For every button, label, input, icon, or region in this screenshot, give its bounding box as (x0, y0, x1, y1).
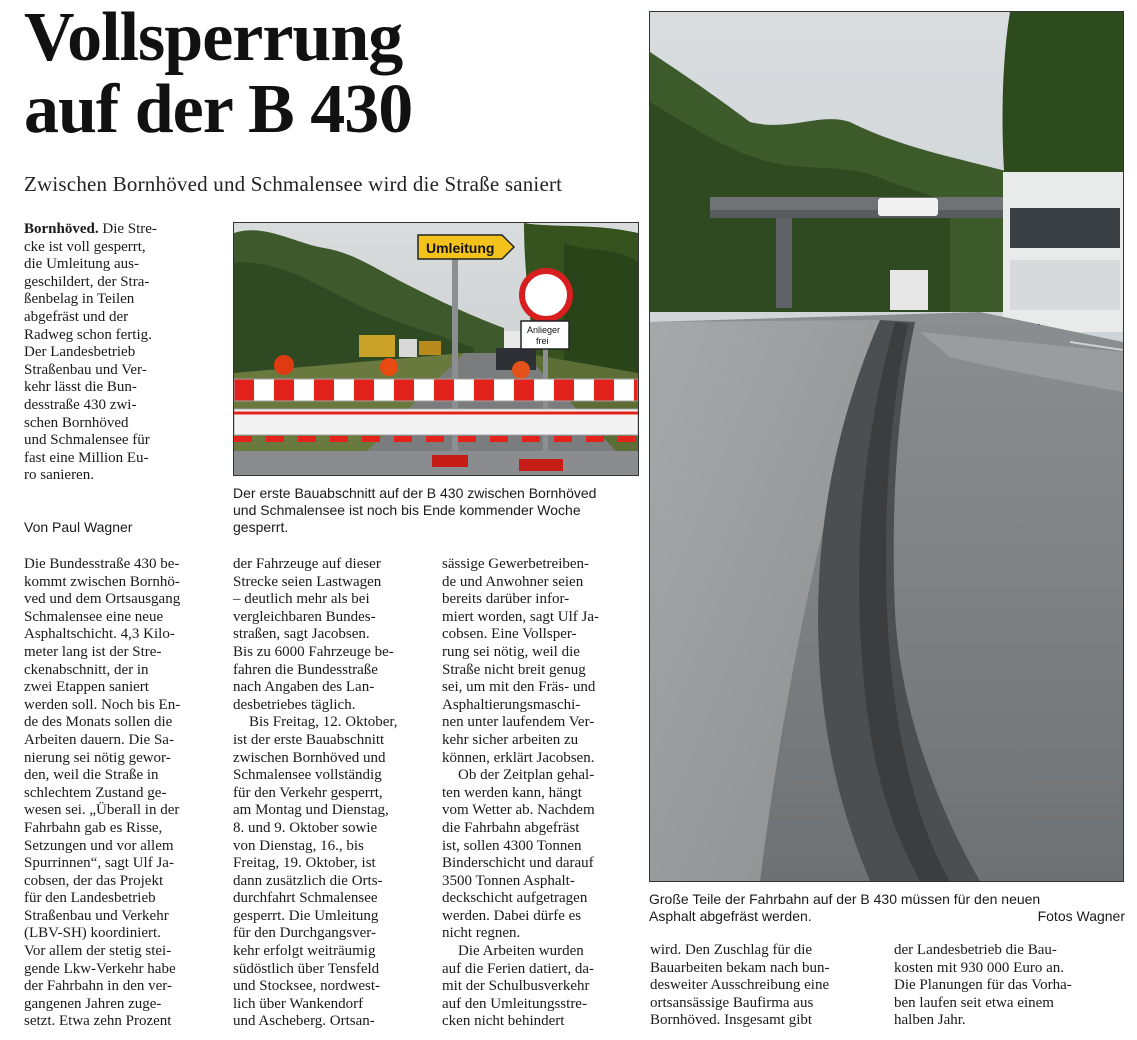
headline-line-1: Vollsperrung (24, 0, 403, 76)
body-line: wird. Den Zuschlag für die (650, 942, 813, 958)
body-line: von Dienstag, 16., bis (233, 837, 364, 854)
body-line: ist der erste Bauabschnitt (233, 731, 385, 748)
body-line: ten werden kann, hängt (442, 784, 582, 801)
body-line: durchfahrt Schmalensee (233, 890, 378, 907)
body-line: cobsen. Eine Vollsper- (442, 626, 577, 643)
body-line: zwei Etappen saniert (24, 679, 149, 696)
body-line: rung sei nötig, weil die (442, 643, 580, 660)
byline: Von Paul Wagner (24, 519, 133, 535)
body-line: gangenen Jahren zuge- (24, 995, 162, 1012)
body-line: Spurrinnen“, sagt Ulf Ja- (24, 855, 174, 872)
body-line: für den Durchgangsver- (233, 925, 376, 942)
body-line: der Fahrzeuge auf dieser (233, 556, 381, 572)
body-line: de und Anwohner seien (442, 573, 584, 590)
body-line: Schmalensee vollständig (233, 767, 382, 784)
caption-line: und Schmalensee ist noch bis Ende kommender Woche (233, 502, 581, 518)
body-line: ved und dem Ortsausgang (24, 591, 181, 608)
intro-line: Straßenbau und Ver- (24, 361, 147, 378)
body-line: Bornhöved. Insgesamt gibt (650, 1012, 813, 1029)
body-line: straßen, sagt Jacobsen. (233, 626, 370, 643)
body-line: kehr erfolgt weiträumig (233, 943, 376, 960)
body-line: miert worden, sagt Ulf Ja- (442, 608, 600, 625)
intro-line: die Umleitung aus- (24, 256, 139, 273)
body-line: bereits darüber infor- (442, 591, 570, 608)
body-line: Vor allem der stetig stei- (24, 943, 172, 960)
body-line: und Ascheberg. Ortsan- (233, 1013, 375, 1030)
photo-caption-large (649, 891, 1125, 925)
body-line: Straßenbau und Verkehr (24, 907, 169, 924)
intro-line: geschildert, der Stra- (24, 273, 150, 290)
body-line: südöstlich über Tensfeld (233, 960, 380, 977)
body-line: Schmalensee eine neue (24, 608, 164, 625)
body-line: Die Planungen für das Vorha- (894, 977, 1072, 994)
body-line: sässige Gewerbetreiben- (442, 556, 590, 572)
body-line: Die Arbeiten wurden (458, 943, 584, 960)
intro-line: abgefräst und der (24, 308, 129, 325)
body-line: (LBV-SH) koordiniert. (24, 925, 161, 942)
body-line: Freitag, 19. Oktober, ist (233, 855, 376, 872)
subheadline: Zwischen Bornhöved und Schmalensee wird die Straße saniert (24, 172, 563, 196)
body-line: Strecke seien Lastwagen (233, 573, 382, 590)
body-line: kommt zwischen Bornhö- (24, 573, 180, 590)
intro-line: fast eine Million Eu- (24, 449, 149, 466)
body-line: den, weil die Straße in (24, 767, 159, 784)
headline-line-2: auf der B 430 (24, 71, 413, 148)
body-line: für den Landesbetrieb (24, 890, 156, 907)
intro-line: schen Bornhöved (24, 414, 129, 431)
body-line: gesperrt. Die Umleitung (233, 907, 379, 924)
intro-line: desstraße 430 zwi- (24, 396, 137, 413)
body-line: sei, um mit den Fräs- und (442, 679, 596, 696)
intro-line-first: Die Stre- (98, 221, 157, 237)
umleitung-sign-text: Umleitung (426, 240, 495, 256)
body-line: setzt. Etwa zehn Prozent (24, 1013, 172, 1030)
headline (24, 2, 639, 146)
body-line: – deutlich mehr als bei (233, 591, 370, 608)
body-line: gende Lkw-Verkehr habe (24, 960, 176, 977)
road-closure-illustration (234, 223, 638, 475)
body-line: können, erklärt Jacobsen. (442, 749, 595, 766)
body-line: desweiter Ausschreibung eine (650, 977, 830, 994)
body-line: ben laufen seit etwa einem (894, 994, 1054, 1011)
body-line: und Stocksee, nordwest- (233, 978, 381, 995)
body-line: Die Bundesstraße 430 be- (24, 556, 180, 572)
body-line: für den Verkehr gesperrt, (233, 784, 383, 801)
body-line: meter lang ist der Stre- (24, 643, 162, 660)
anlieger-sign-line-2: frei (536, 336, 549, 346)
caption-line: Der erste Bauabschnitt auf der B 430 zwischen Bornhöved (233, 485, 597, 501)
body-line: am Montag und Dienstag, (233, 802, 389, 819)
body-line: auf den Umleitungsstre- (442, 995, 587, 1012)
body-line: schlechtem Zustand ge- (24, 784, 167, 801)
anlieger-sign-line-1: Anlieger (527, 325, 561, 335)
intro-line: cke ist voll gesperrt, (24, 238, 146, 255)
body-line: Straße nicht breit genug (442, 661, 586, 678)
body-column-4 (650, 942, 882, 1030)
body-line: Asphaltschicht. 4,3 Kilo- (24, 626, 175, 643)
body-line: Asphaltierungsmaschi- (442, 696, 581, 713)
photo-caption-small (233, 485, 643, 536)
body-line: nicht regnen. (442, 925, 521, 942)
intro-paragraph (24, 221, 207, 485)
intro-line (24, 221, 207, 239)
body-line: kosten mit 930 000 Euro an. (894, 959, 1064, 976)
body-line: dann zusätzlich die Orts- (233, 872, 383, 889)
body-line: Binderschicht und darauf (442, 855, 594, 872)
body-line: 3500 Tonnen Asphalt- (442, 872, 575, 889)
intro-line: ro sanieren. (24, 467, 94, 484)
body-line: vom Wetter ab. Nachdem (442, 802, 595, 819)
body-line: ist, sollen 4300 Tonnen (442, 837, 582, 854)
body-line: der Fahrbahn in den ver- (24, 978, 172, 995)
body-line: Fahrbahn gab es Risse, (24, 819, 163, 836)
body-column-2 (233, 556, 430, 1031)
intro-line: ßenbelag in Teilen (24, 291, 135, 308)
body-line: lich über Wankendorf (233, 995, 364, 1012)
body-line: halben Jahr. (894, 1012, 966, 1029)
body-line: Bis zu 6000 Fahrzeuge be- (233, 643, 394, 660)
body-line: Arbeiten dauern. Die Sa- (24, 731, 174, 748)
body-line: deckschicht aufgetragen (442, 890, 588, 907)
body-line: ckenabschnitt, der in (24, 661, 149, 678)
body-line: nach Angaben des Lan- (233, 679, 375, 696)
body-line: kehr sicher arbeiten zu (442, 731, 579, 748)
body-line: der Landesbetrieb die Bau- (894, 942, 1057, 958)
body-line: Bis Freitag, 12. Oktober, (249, 714, 398, 731)
intro-line: und Schmalensee für (24, 432, 150, 449)
body-line: zwischen Bornhöved und (233, 749, 386, 766)
body-line: ortsansässige Baufirma aus (650, 994, 814, 1011)
body-line: mit der Schulbusverkehr (442, 978, 590, 995)
body-line: vergleichbaren Bundes- (233, 608, 376, 625)
body-line: auf die Ferien datiert, da- (442, 960, 595, 977)
body-line: cken nicht behindert (442, 1013, 565, 1030)
intro-line: kehr lässt die Bun- (24, 379, 137, 396)
dateline: Bornhöved. (24, 221, 99, 237)
body-column-3 (442, 556, 639, 1031)
body-line: cobsen, der das Projekt (24, 872, 164, 889)
body-line: nen unter laufendem Ver- (442, 714, 595, 731)
photo-credit: Fotos Wagner (1037, 908, 1125, 924)
caption-line: Große Teile der Fahrbahn auf der B 430 müssen für den neuen (649, 891, 1041, 907)
photo-road-closure (233, 222, 639, 476)
caption-line: Asphalt abgefräst werden. (649, 908, 812, 924)
body-line: nierung sei nötig gewor- (24, 749, 171, 766)
body-line: fahren die Bundesstraße (233, 661, 378, 678)
body-line: wesen sei. „Überall in der (24, 802, 180, 819)
caption-line: gesperrt. (233, 519, 289, 535)
body-line: desbetriebes täglich. (233, 696, 356, 713)
body-column-5 (894, 942, 1125, 1030)
intro-line: Der Landesbetrieb (24, 344, 136, 361)
intro-line: Radweg schon fertig. (24, 326, 152, 343)
body-column-1 (24, 556, 221, 1031)
body-line: Ob der Zeitplan gehal- (458, 767, 595, 784)
body-line: werden. Dabei dürfe es (442, 907, 582, 924)
milled-road-illustration (650, 12, 1123, 881)
body-line: 8. und 9. Oktober sowie (233, 819, 378, 836)
body-line: werden soll. Noch bis En- (24, 696, 181, 713)
body-line: de des Monats sollen die (24, 714, 173, 731)
body-line: Setzungen und vor allem (24, 837, 174, 854)
photo-milled-road (649, 11, 1124, 882)
body-line: Bauarbeiten bekam nach bun- (650, 959, 830, 976)
body-line: die Fahrbahn abgefräst (442, 819, 580, 836)
